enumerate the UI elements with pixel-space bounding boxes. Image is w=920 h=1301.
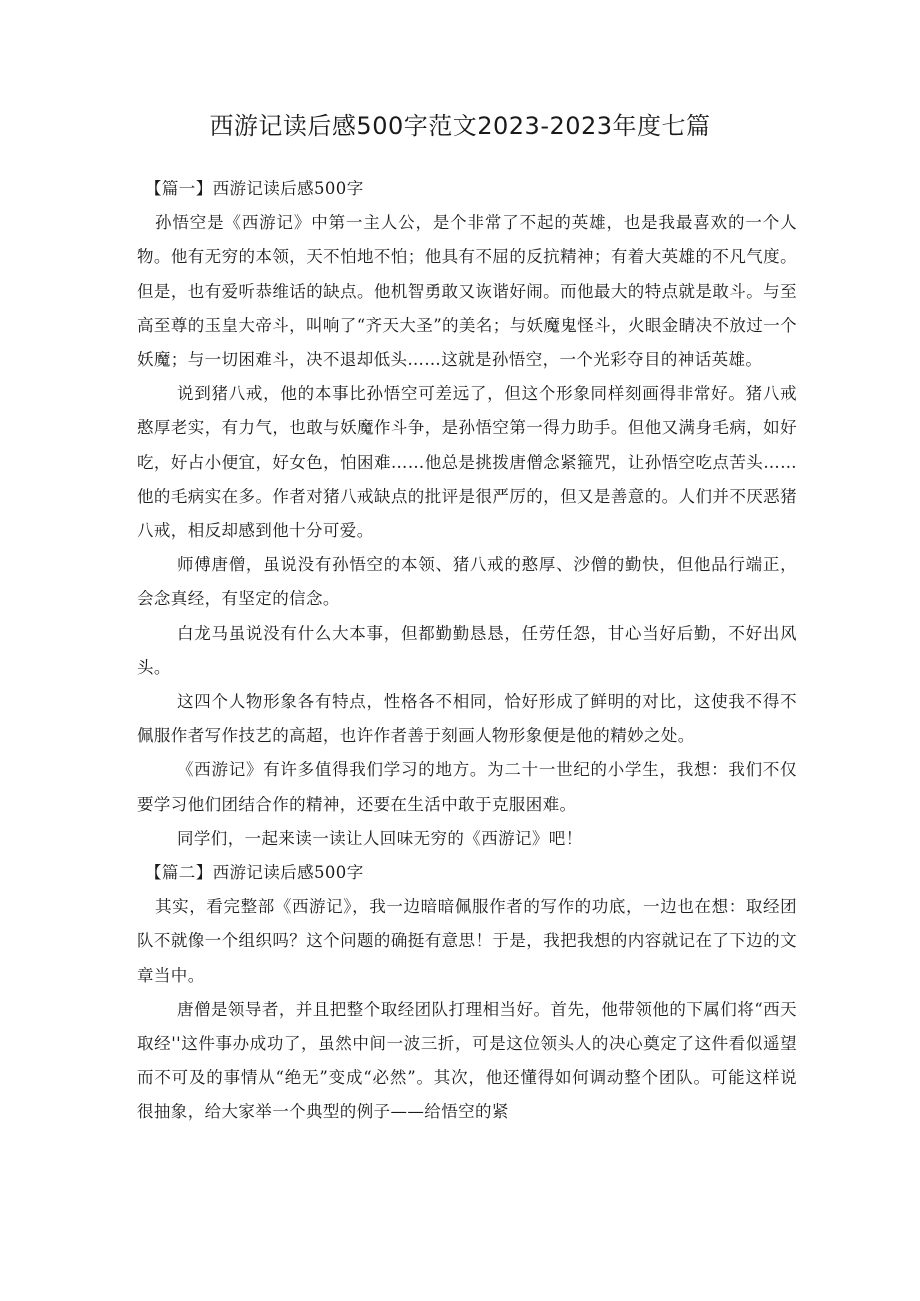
paragraph: 孙悟空是《西游记》中第一主人公，是个非常了不起的英雄，也是我最喜欢的一个人物。他有无穷的本领，天不怕地不怕；他具有不屈的反抗精神；有着大英雄的不凡气度。但是，也有爱听恭维话的缺点。他机智勇敢又诙谐好闹。而他最大的特点就是敢斗。与至高至尊的玉皇大帝斗，叫响了“齐天大圣”的美名；与妖魔鬼怪斗，火眼金睛决不放过一个妖魔；与一切困难斗，决不退却低头……这就是孙悟空，一个光彩夺目的神话英雄。 bbox=[137, 213, 797, 370]
paragraph: 师傅唐僧，虽说没有孙悟空的本领、猪八戒的憨厚、沙僧的勤快，但他品行端正，会念真经，有坚定的信念。 bbox=[137, 555, 797, 609]
section-heading: 【篇一】西游记读后感500字 bbox=[145, 179, 364, 198]
document-body bbox=[137, 172, 797, 1130]
paragraph: 说到猪八戒，他的本事比孙悟空可差远了，但这个形象同样刻画得非常好。猪八戒憨厚老实，有力气，也敢与妖魔作斗争，是孙悟空第一得力助手。但他又满身毛病，如好吃，好占小便宜，好女色，怕困难……他总是挑拨唐僧念紧箍咒，让孙悟空吃点苦头……他的毛病实在多。作者对猪八戒缺点的批评是很严厉的，但又是善意的。人们并不厌恶猪八戒，相反却感到他十分可爱。 bbox=[137, 384, 797, 541]
paragraph: 《西游记》有许多值得我们学习的地方。为二十一世纪的小学生，我想：我们不仅要学习他们团结合作的精神，还要在生活中敢于克服困难。 bbox=[137, 760, 797, 814]
section-heading: 【篇二】西游记读后感500字 bbox=[145, 863, 364, 883]
paragraph: 唐僧是领导者，并且把整个取经团队打理相当好。首先，他带领他的下属们将“西天取经''这件事办成功了，虽然中间一波三折，可是这位领头人的决心奠定了这件看似遥望而不可及的事情从“绝无”变成“必然”。其次，他还懂得如何调动整个团队。可能这样说很抽象，给大家举一个典型的例子——给悟空的紧 bbox=[137, 999, 797, 1122]
paragraph: 这四个人物形象各有特点，性格各不相同，恰好形成了鲜明的对比，这使我不得不佩服作者写作技艺的高超，也许作者善于刻画人物形象便是他的精妙之处。 bbox=[137, 692, 797, 746]
paragraph: 其实，看完整部《西游记》，我一边暗暗佩服作者的写作的功底，一边也在想：取经团队不就像一个组织吗？这个问题的确挺有意思！于是，我把我想的内容就记在了下边的文章当中。 bbox=[137, 897, 797, 985]
document-title: 西游记读后感500字范文2023-2023年度七篇 bbox=[209, 112, 711, 140]
paragraph: 同学们，一起来读一读让人回味无穷的《西游记》吧！ bbox=[177, 828, 583, 848]
paragraph: 白龙马虽说没有什么大本事，但都勤勤恳恳，任劳任怨，甘心当好后勤，不好出风头。 bbox=[137, 623, 797, 677]
